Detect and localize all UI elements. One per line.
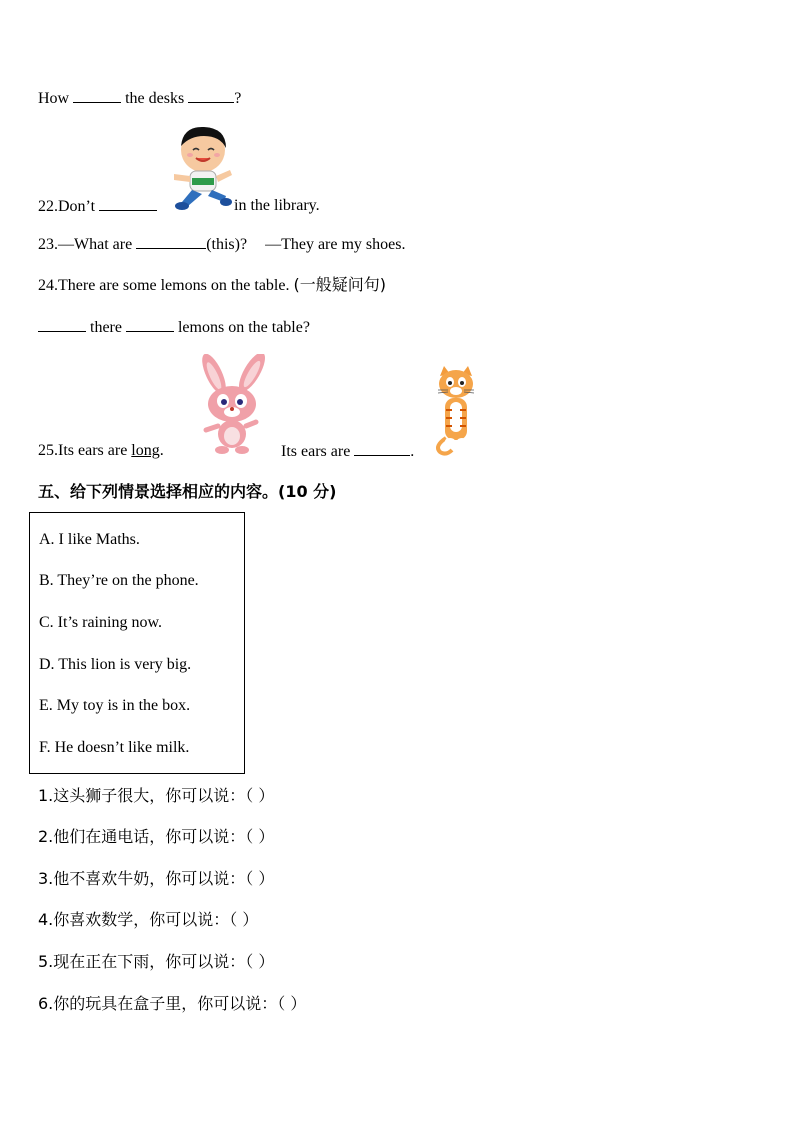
options-box xyxy=(29,512,245,774)
section-5-title: 五、给下列情景选择相应的内容。(10 分) xyxy=(38,482,337,501)
q23-answer-text: —They are my shoes. xyxy=(265,236,406,253)
question-22-end xyxy=(234,196,320,216)
question-24 xyxy=(38,275,386,296)
option-f: F. He doesn’t like milk. xyxy=(39,739,190,756)
q24-text-mid: there xyxy=(90,319,122,336)
answer-blank[interactable] xyxy=(188,88,234,103)
q25-text-second: Its ears are xyxy=(281,443,351,460)
option-c: C. It’s raining now. xyxy=(39,614,162,631)
answer-blank[interactable] xyxy=(136,234,206,249)
answer-blank[interactable] xyxy=(126,317,174,332)
running-boy-illustration xyxy=(168,124,236,212)
q25-dot: . xyxy=(159,442,164,459)
q25-underlined-word: long xyxy=(131,442,160,459)
question-item-3[interactable]: 3.他不喜欢牛奶，你可以说：（ ） xyxy=(38,869,275,888)
q22-text-pre: 22.Don’t xyxy=(38,198,96,215)
q25-text-pre: 25.Its ears are xyxy=(38,442,128,459)
answer-blank[interactable] xyxy=(99,196,157,211)
option-d: D. This lion is very big. xyxy=(39,656,192,673)
question-item-1[interactable]: 1.这头狮子很大，你可以说：（ ） xyxy=(38,786,275,805)
option-a: A. I like Maths. xyxy=(39,531,140,548)
q23-hint: (this)? xyxy=(206,236,248,253)
question-25-second xyxy=(281,441,414,462)
question-item-6[interactable]: 6.你的玩具在盒子里，你可以说：（ ） xyxy=(38,994,307,1013)
cat-illustration xyxy=(432,366,480,458)
question-item-4[interactable]: 4.你喜欢数学，你可以说：（ ） xyxy=(38,910,259,929)
option-b: B. They’re on the phone. xyxy=(39,572,199,589)
q24-text-post: lemons on the table? xyxy=(177,319,310,336)
question-25 xyxy=(38,441,164,461)
q25-end: . xyxy=(410,443,415,460)
q21-text-end: ? xyxy=(234,90,242,107)
answer-blank[interactable] xyxy=(73,88,121,103)
q23-text-pre: 23.—What are xyxy=(38,236,133,253)
q21-text-pre: How xyxy=(38,90,70,107)
question-item-5[interactable]: 5.现在正在下雨，你可以说：（ ） xyxy=(38,952,275,971)
answer-blank[interactable] xyxy=(354,441,410,456)
question-24-answer-line xyxy=(38,317,310,338)
question-23 xyxy=(38,234,405,255)
rabbit-illustration xyxy=(192,354,272,454)
option-e: E. My toy is in the box. xyxy=(39,697,191,714)
answer-blank[interactable] xyxy=(38,317,86,332)
q21-text-mid: the desks xyxy=(125,90,185,107)
question-22 xyxy=(38,196,157,217)
q24-sentence: 24.There are some lemons on the table. xyxy=(38,277,290,294)
q24-instruction: (一般疑问句) xyxy=(293,275,386,294)
question-21-line2 xyxy=(38,88,241,109)
q22-text-post: in the library. xyxy=(234,197,320,214)
question-item-2[interactable]: 2.他们在通电话，你可以说：（ ） xyxy=(38,827,275,846)
